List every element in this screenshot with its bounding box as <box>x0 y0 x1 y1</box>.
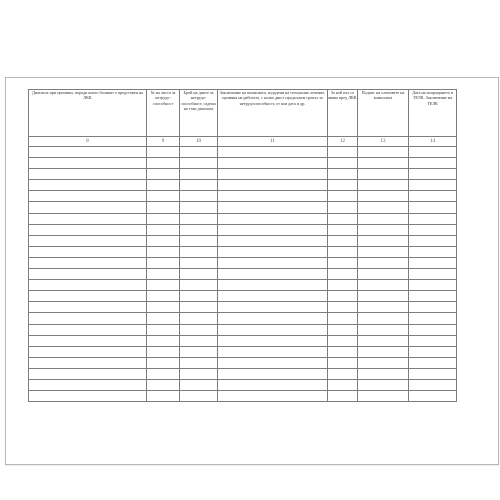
table-cell <box>409 357 457 368</box>
table-cell <box>29 357 147 368</box>
table-cell <box>328 269 358 280</box>
header-commission-conclusion: Заключение на комисията, издадени на специално лечение, промяна на работата, с колко дни е продължен срокът за нетрудоспособност, от кои дата и др. <box>218 90 328 137</box>
table-cell <box>218 335 328 346</box>
table-cell <box>409 379 457 390</box>
table-cell <box>147 357 180 368</box>
column-number: 11 <box>218 137 328 147</box>
table-cell <box>147 191 180 202</box>
table-cell <box>218 368 328 379</box>
table-cell <box>29 180 147 191</box>
table-cell <box>328 280 358 291</box>
table-cell <box>180 302 218 313</box>
table-cell <box>328 246 358 257</box>
table-cell <box>29 202 147 213</box>
table-cell <box>358 324 409 335</box>
table-cell <box>328 180 358 191</box>
table-cell <box>358 158 409 169</box>
table-row <box>29 257 457 268</box>
table-cell <box>358 147 409 158</box>
table-cell <box>29 147 147 158</box>
table-cell <box>409 257 457 268</box>
table-cell <box>409 180 457 191</box>
table-cell <box>180 191 218 202</box>
table-cell <box>409 235 457 246</box>
table-cell <box>218 235 328 246</box>
table-cell <box>328 335 358 346</box>
table-cell <box>358 213 409 224</box>
table-cell <box>358 191 409 202</box>
table-cell <box>29 324 147 335</box>
table-row <box>29 335 457 346</box>
header-sick-leave-days: Брой на дните за нетрудо- способност, садени на тази диагноза <box>180 90 218 137</box>
table-cell <box>409 224 457 235</box>
table-cell <box>409 202 457 213</box>
column-number-row <box>29 137 457 147</box>
header-diagnosis: Диагноза при причини, поради които болният е представен на ЛКК <box>29 90 147 137</box>
table-cell <box>218 202 328 213</box>
table-cell <box>180 246 218 257</box>
table-cell <box>147 280 180 291</box>
table-cell <box>358 335 409 346</box>
column-number: 14 <box>409 137 457 147</box>
table-row <box>29 302 457 313</box>
table-cell <box>147 224 180 235</box>
header-row <box>29 90 457 137</box>
table-row <box>29 291 457 302</box>
table-cell <box>180 291 218 302</box>
table-cell <box>180 379 218 390</box>
table-cell <box>180 180 218 191</box>
table-cell <box>409 313 457 324</box>
table-cell <box>218 302 328 313</box>
table-body <box>29 147 457 402</box>
table-cell <box>147 235 180 246</box>
table-cell <box>218 224 328 235</box>
table-cell <box>409 280 457 291</box>
table-row <box>29 368 457 379</box>
form-sheet <box>5 77 499 465</box>
table-cell <box>218 191 328 202</box>
table-cell <box>218 269 328 280</box>
header-sick-leave-number: № на листа за нетрудо- способност <box>147 90 180 137</box>
table-cell <box>358 291 409 302</box>
table-cell <box>29 280 147 291</box>
table-row <box>29 246 457 257</box>
table-cell <box>180 158 218 169</box>
table-cell <box>218 213 328 224</box>
table-cell <box>358 379 409 390</box>
table-cell <box>328 213 358 224</box>
table-cell <box>147 335 180 346</box>
table-cell <box>147 346 180 357</box>
table-cell <box>29 257 147 268</box>
table-cell <box>328 391 358 402</box>
table-cell <box>147 391 180 402</box>
table-cell <box>147 379 180 390</box>
table-cell <box>180 224 218 235</box>
table-cell <box>409 391 457 402</box>
table-cell <box>328 368 358 379</box>
table-cell <box>409 368 457 379</box>
table-row <box>29 346 457 357</box>
table-cell <box>328 191 358 202</box>
table-cell <box>218 257 328 268</box>
table-row <box>29 280 457 291</box>
table-cell <box>180 324 218 335</box>
table-row <box>29 357 457 368</box>
column-number: 10 <box>180 137 218 147</box>
table-cell <box>180 391 218 402</box>
table-cell <box>218 291 328 302</box>
table-cell <box>29 335 147 346</box>
table-cell <box>147 202 180 213</box>
column-number: 13 <box>358 137 409 147</box>
header-signatures: Подпис на членовете на комисията <box>358 90 409 137</box>
table-cell <box>328 158 358 169</box>
table-cell <box>180 269 218 280</box>
table-cell <box>218 246 328 257</box>
table-cell <box>29 235 147 246</box>
table-cell <box>328 169 358 180</box>
table-row <box>29 213 457 224</box>
table-cell <box>328 202 358 213</box>
table-cell <box>328 147 358 158</box>
table-cell <box>180 213 218 224</box>
table-cell <box>29 191 147 202</box>
table-cell <box>409 291 457 302</box>
table-row <box>29 169 457 180</box>
table-cell <box>409 169 457 180</box>
table-cell <box>29 158 147 169</box>
table-cell <box>358 202 409 213</box>
table-cell <box>147 257 180 268</box>
table-cell <box>409 324 457 335</box>
table-cell <box>358 269 409 280</box>
table-cell <box>328 291 358 302</box>
table-cell <box>180 147 218 158</box>
table-cell <box>147 324 180 335</box>
table-cell <box>358 180 409 191</box>
table-cell <box>358 224 409 235</box>
table-cell <box>218 280 328 291</box>
table-cell <box>147 368 180 379</box>
table-cell <box>29 224 147 235</box>
table-row <box>29 180 457 191</box>
table-cell <box>29 302 147 313</box>
table-cell <box>29 379 147 390</box>
table-cell <box>358 246 409 257</box>
column-number: 9 <box>147 137 180 147</box>
table-row <box>29 379 457 390</box>
table-cell <box>147 158 180 169</box>
table-cell <box>147 302 180 313</box>
table-cell <box>180 257 218 268</box>
table-row <box>29 313 457 324</box>
table-cell <box>409 147 457 158</box>
table-cell <box>409 158 457 169</box>
table-cell <box>147 169 180 180</box>
table-cell <box>29 169 147 180</box>
header-visit-count: За кой път се явява пред ЛКК <box>328 90 358 137</box>
table-cell <box>147 313 180 324</box>
table-cell <box>218 346 328 357</box>
table-cell <box>409 302 457 313</box>
table-cell <box>328 302 358 313</box>
table-cell <box>218 313 328 324</box>
table-cell <box>218 391 328 402</box>
table-row <box>29 202 457 213</box>
table-cell <box>409 269 457 280</box>
table-cell <box>358 169 409 180</box>
column-number: 8 <box>29 137 147 147</box>
table-cell <box>328 379 358 390</box>
table-cell <box>358 346 409 357</box>
table-cell <box>328 257 358 268</box>
table-cell <box>358 235 409 246</box>
table-cell <box>358 280 409 291</box>
table-cell <box>328 235 358 246</box>
table-cell <box>328 346 358 357</box>
table-cell <box>358 302 409 313</box>
table-cell <box>218 180 328 191</box>
table-cell <box>180 313 218 324</box>
table-row <box>29 147 457 158</box>
table-cell <box>328 313 358 324</box>
table-cell <box>409 191 457 202</box>
header-telk-date: Дата на изпращането в ТЕЛК. Заключение на ТЕЛК <box>409 90 457 137</box>
table-row <box>29 191 457 202</box>
table-cell <box>218 147 328 158</box>
table-cell <box>358 313 409 324</box>
table-cell <box>218 169 328 180</box>
table-cell <box>180 202 218 213</box>
table-cell <box>29 213 147 224</box>
column-number: 12 <box>328 137 358 147</box>
table-cell <box>409 335 457 346</box>
table-cell <box>147 246 180 257</box>
table-cell <box>180 169 218 180</box>
table-cell <box>180 346 218 357</box>
table-cell <box>29 313 147 324</box>
register-table <box>28 89 457 402</box>
table-cell <box>218 357 328 368</box>
table-cell <box>180 235 218 246</box>
table-cell <box>328 324 358 335</box>
table-cell <box>147 147 180 158</box>
table-row <box>29 235 457 246</box>
table-cell <box>147 269 180 280</box>
table-row <box>29 158 457 169</box>
table-cell <box>218 158 328 169</box>
table-cell <box>358 357 409 368</box>
table-cell <box>328 357 358 368</box>
table-cell <box>147 180 180 191</box>
table-cell <box>409 246 457 257</box>
table-cell <box>409 346 457 357</box>
table-row <box>29 391 457 402</box>
table-cell <box>147 291 180 302</box>
table-cell <box>29 269 147 280</box>
table-row <box>29 224 457 235</box>
table-cell <box>180 368 218 379</box>
table-cell <box>358 368 409 379</box>
table-cell <box>180 335 218 346</box>
table-cell <box>29 346 147 357</box>
table-cell <box>328 224 358 235</box>
table-cell <box>358 257 409 268</box>
table-cell <box>29 246 147 257</box>
table-row <box>29 324 457 335</box>
table-cell <box>218 379 328 390</box>
table-cell <box>358 391 409 402</box>
table-cell <box>29 391 147 402</box>
table-row <box>29 269 457 280</box>
table-cell <box>180 280 218 291</box>
table-cell <box>218 324 328 335</box>
table-cell <box>29 368 147 379</box>
table-cell <box>147 213 180 224</box>
table-cell <box>29 291 147 302</box>
table-cell <box>180 357 218 368</box>
table-cell <box>409 213 457 224</box>
